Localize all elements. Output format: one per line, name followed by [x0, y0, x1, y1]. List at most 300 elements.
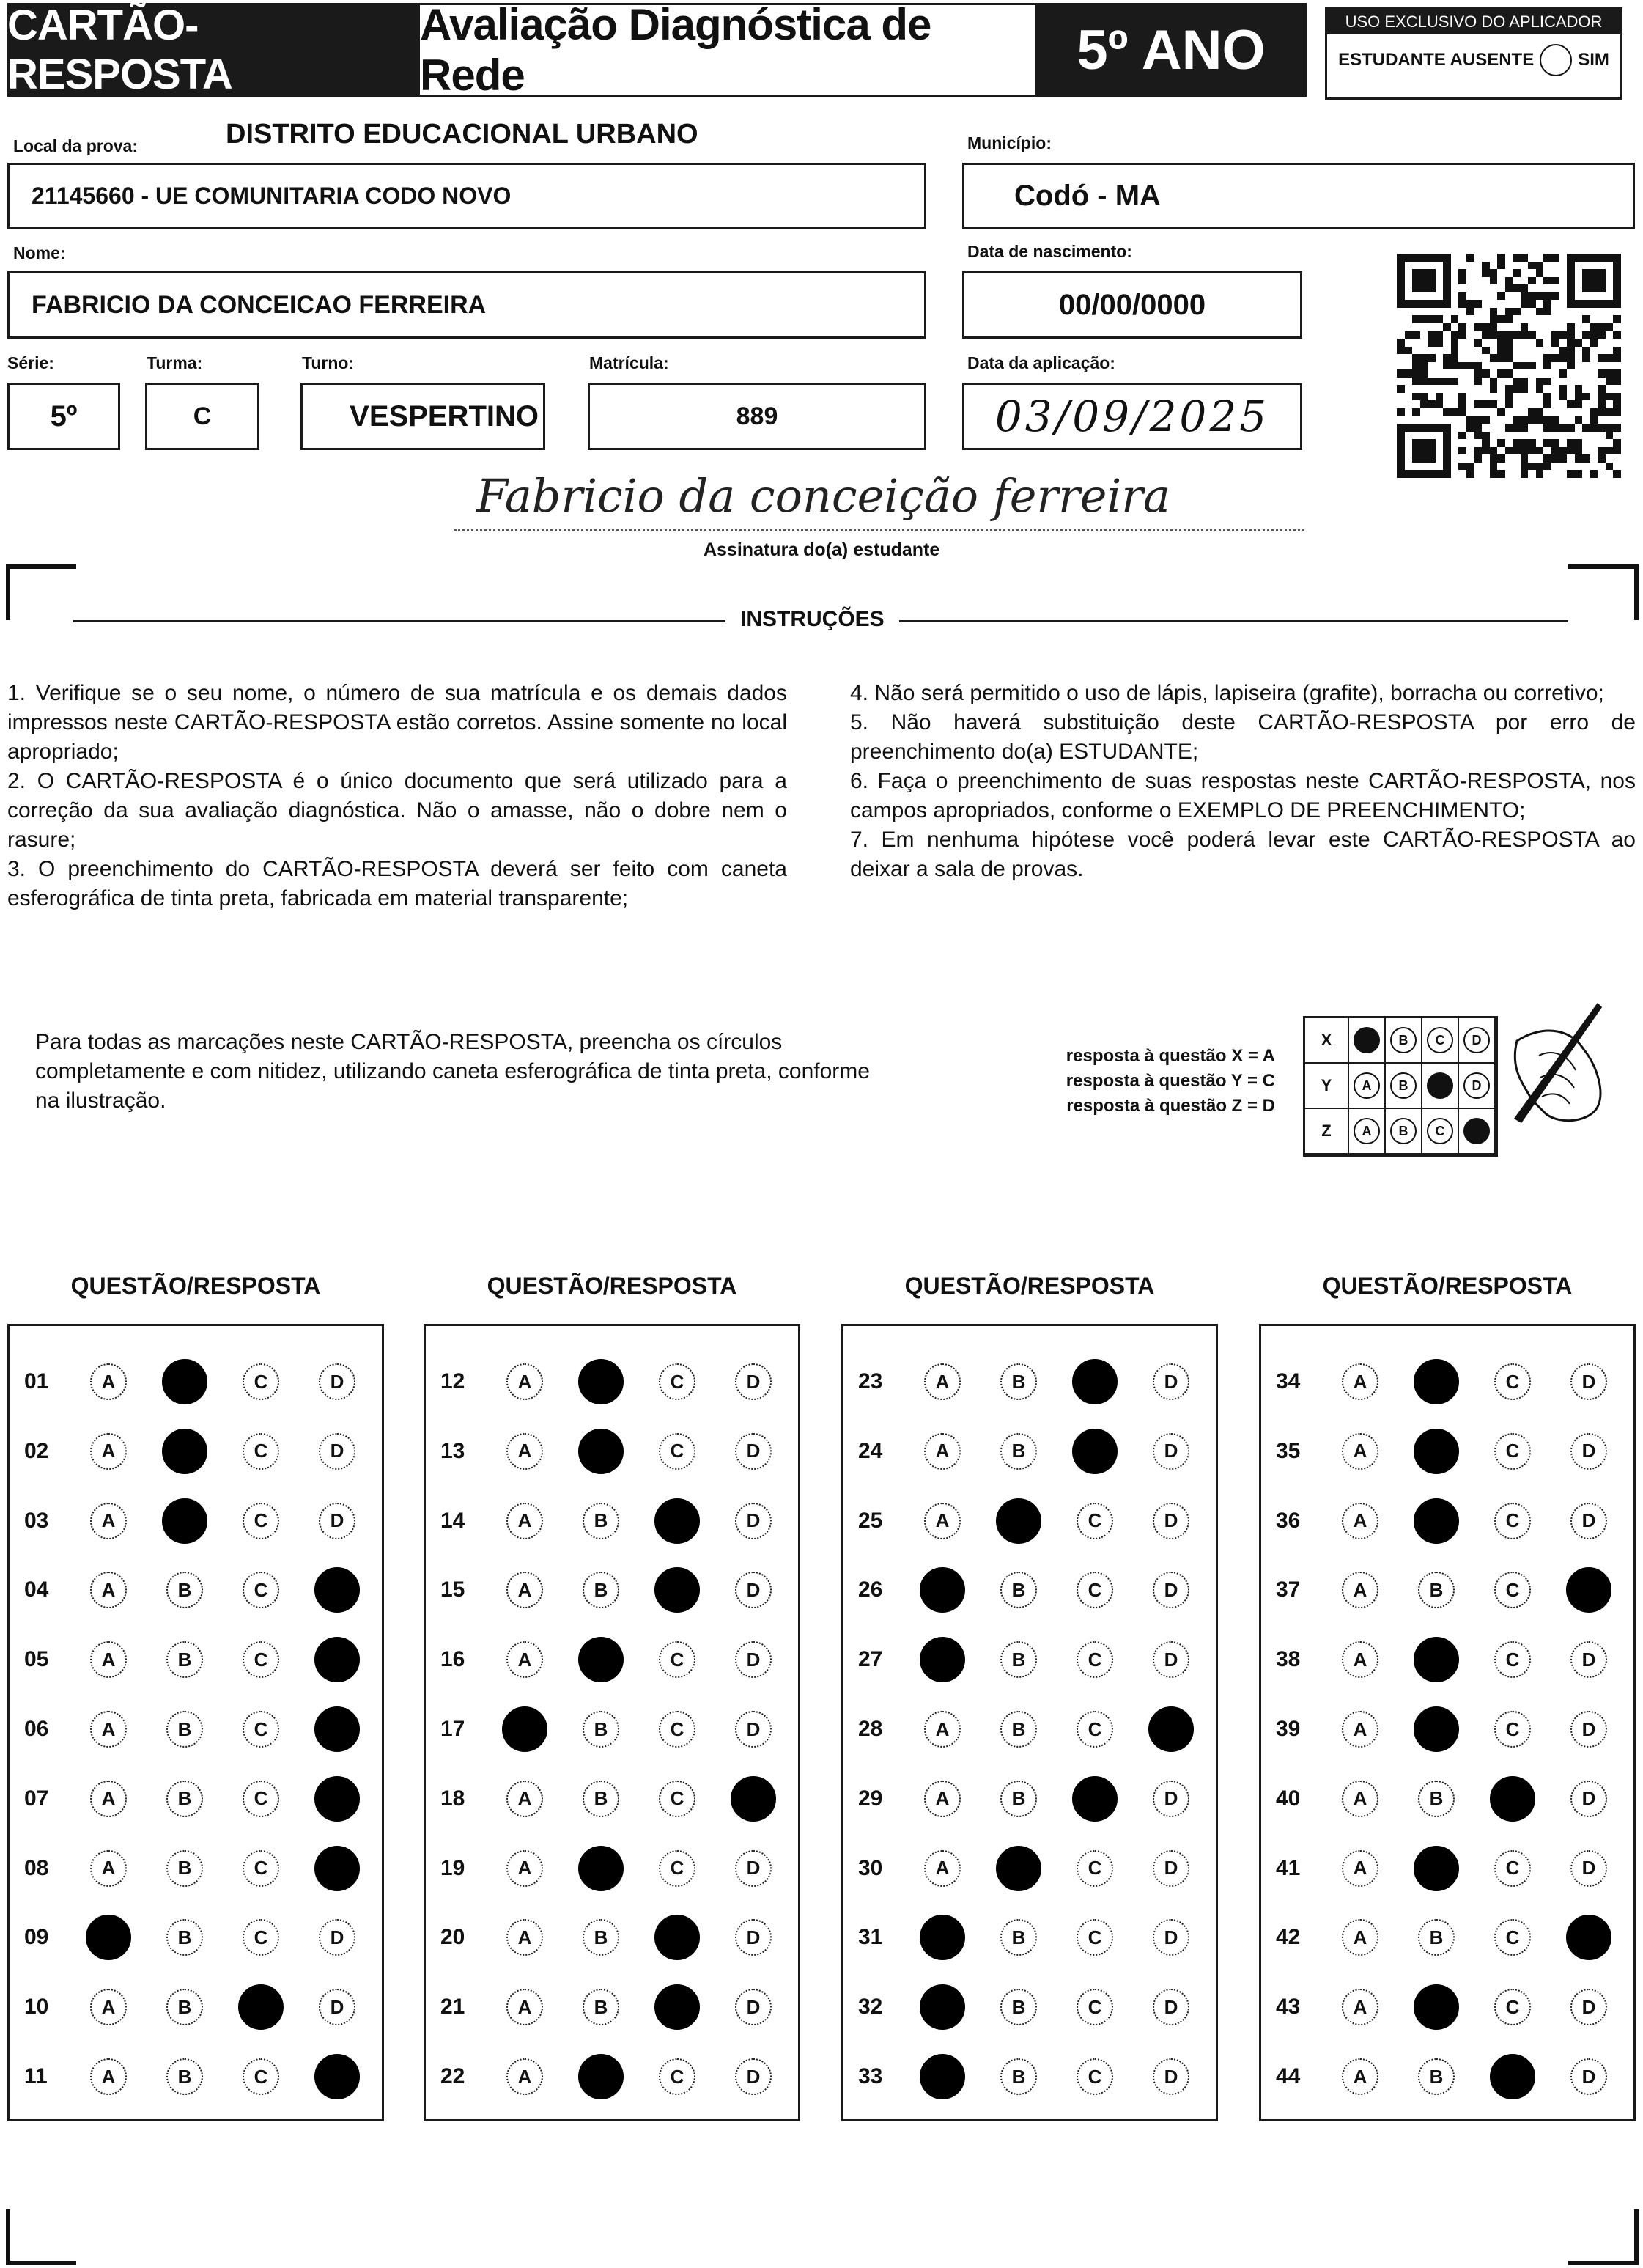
nome-label: Nome:: [13, 243, 66, 262]
answer-row: [843, 1428, 1229, 1475]
answer-bubble-a[interactable]: A: [1342, 1503, 1378, 1539]
answer-bubble-c[interactable]: [654, 1498, 700, 1544]
instruction-item: 3. O preenchimento do CARTÃO-RESPOSTA deverá ser feito com caneta esferográfica de tinta preta, fabricada em material transparente;: [7, 857, 787, 910]
question-number: 19: [440, 1855, 465, 1880]
answer-row: [10, 1566, 395, 1613]
answer-bubble-d[interactable]: D: [319, 1363, 355, 1400]
answer-bubble-b[interactable]: B: [1418, 2058, 1455, 2095]
answer-bubble-c[interactable]: C: [243, 1503, 279, 1539]
turno-label: Turno:: [302, 353, 355, 372]
answer-bubble-a[interactable]: A: [506, 1503, 543, 1539]
answer-bubble-d[interactable]: D: [1153, 1503, 1189, 1539]
answer-bubble-d[interactable]: [314, 1637, 360, 1682]
answer-bubble-d[interactable]: D: [1153, 1781, 1189, 1817]
answer-bubble-a[interactable]: A: [90, 1711, 127, 1748]
example-row-label: Y: [1305, 1064, 1349, 1109]
example-cell: [1386, 1064, 1422, 1109]
answer-row: [1261, 2053, 1643, 2100]
turma-value: C: [193, 402, 212, 430]
answer-bubble-c[interactable]: C: [243, 1433, 279, 1470]
answer-bubble-a[interactable]: A: [924, 1363, 961, 1400]
answer-bubble-c[interactable]: C: [243, 1919, 279, 1956]
example-bubble: C: [1427, 1027, 1453, 1053]
question-number: 26: [858, 1577, 883, 1602]
question-number: 01: [24, 1369, 49, 1393]
answer-column-title: QUESTÃO/RESPOSTA: [904, 1273, 1155, 1299]
qr-code: [1397, 254, 1621, 478]
corner-mark-top-left: [6, 564, 76, 620]
answer-bubble-b[interactable]: B: [1000, 1989, 1037, 2025]
answer-row: [1261, 1428, 1643, 1475]
pen-hand-illustration: [1488, 997, 1627, 1144]
answer-bubble-c[interactable]: [654, 1984, 700, 2030]
answer-row: [10, 1845, 395, 1892]
answer-bubble-c[interactable]: C: [243, 1850, 279, 1887]
answer-bubble-c[interactable]: C: [1494, 1433, 1531, 1470]
answer-bubble-b[interactable]: B: [1000, 1919, 1037, 1956]
answer-bubble-a[interactable]: A: [506, 1641, 543, 1678]
answer-bubble-a[interactable]: A: [1342, 1919, 1378, 1956]
answer-row: [10, 2053, 395, 2100]
answer-bubble-b[interactable]: B: [166, 1989, 203, 2025]
answer-bubble-b[interactable]: B: [166, 2058, 203, 2095]
answer-bubble-d[interactable]: D: [319, 1503, 355, 1539]
answer-bubble-a[interactable]: A: [506, 1433, 543, 1470]
example-bubble: D: [1463, 1072, 1490, 1099]
answer-bubble-d[interactable]: D: [735, 1989, 772, 2025]
answer-row: [843, 1706, 1229, 1753]
answer-bubble-b[interactable]: [1414, 1359, 1459, 1404]
example-bubble: B: [1390, 1118, 1417, 1144]
answer-bubble-d[interactable]: D: [735, 1433, 772, 1470]
answer-bubble-c[interactable]: [238, 1984, 284, 2030]
answer-bubble-b[interactable]: B: [166, 1641, 203, 1678]
answer-bubble-c[interactable]: [1072, 1359, 1118, 1404]
answer-bubble-c[interactable]: C: [659, 1850, 695, 1887]
example-bubble: D: [1463, 1027, 1490, 1053]
matricula-field: [588, 383, 926, 450]
answer-bubble-c[interactable]: C: [1494, 1989, 1531, 2025]
answer-bubble-d[interactable]: D: [1153, 1572, 1189, 1608]
answer-bubble-d[interactable]: D: [1570, 1433, 1607, 1470]
answer-bubble-d[interactable]: [314, 1567, 360, 1613]
answer-bubble-c[interactable]: C: [1494, 1711, 1531, 1748]
question-number: 29: [858, 1786, 883, 1811]
answer-bubble-a[interactable]: A: [90, 1850, 127, 1887]
answer-bubble-c[interactable]: C: [659, 1711, 695, 1748]
answer-bubble-c[interactable]: C: [1494, 1363, 1531, 1400]
question-number: 05: [24, 1647, 49, 1672]
question-number: 12: [440, 1369, 465, 1393]
answer-bubble-d[interactable]: D: [1153, 1989, 1189, 2025]
answer-bubble-d[interactable]: D: [1570, 1711, 1607, 1748]
answer-bubble-b[interactable]: B: [583, 1919, 619, 1956]
answer-bubble-d[interactable]: D: [1570, 1641, 1607, 1678]
nascimento-label: Data de nascimento:: [967, 242, 1132, 261]
grade-badge: 5º ANO: [1035, 3, 1307, 97]
answer-column-2: [424, 1324, 800, 2121]
answer-bubble-c[interactable]: C: [1077, 1572, 1113, 1608]
answer-bubble-a[interactable]: A: [90, 1641, 127, 1678]
question-number: 06: [24, 1717, 49, 1741]
nome-value: FABRICIO DA CONCEICAO FERREIRA: [32, 290, 487, 319]
example-cell: [1349, 1064, 1386, 1109]
question-number: 04: [24, 1577, 49, 1602]
answer-bubble-a[interactable]: [502, 1706, 547, 1752]
answer-bubble-b[interactable]: B: [1000, 1641, 1037, 1678]
answer-bubble-d[interactable]: D: [1153, 1433, 1189, 1470]
question-number: 21: [440, 1995, 465, 2020]
question-number: 41: [1276, 1855, 1301, 1880]
answer-row: [1261, 1914, 1643, 1961]
answer-bubble-c[interactable]: C: [1077, 1641, 1113, 1678]
aplicacao-field[interactable]: [962, 383, 1302, 450]
example-bubble: B: [1390, 1072, 1417, 1099]
answer-bubble-c[interactable]: C: [243, 1572, 279, 1608]
instruction-item: 7. Em nenhuma hipótese você poderá levar este CARTÃO-RESPOSTA ao deixar a sala de provas.: [850, 828, 1636, 881]
answer-row: [1261, 1984, 1643, 2030]
answer-bubble-a[interactable]: A: [506, 1781, 543, 1817]
instructions-title: INSTRUÇÕES: [725, 607, 899, 632]
answer-row: [10, 1775, 395, 1822]
fill-example-legend: [982, 1044, 1275, 1119]
answer-bubble-c[interactable]: [1072, 1429, 1118, 1474]
answer-bubble-a[interactable]: A: [1342, 1711, 1378, 1748]
answer-bubble-a[interactable]: A: [90, 1503, 127, 1539]
answer-bubble-c[interactable]: C: [659, 1433, 695, 1470]
question-number: 34: [1276, 1369, 1301, 1393]
turma-label: Turma:: [147, 353, 203, 372]
answer-bubble-d[interactable]: D: [1570, 2058, 1607, 2095]
question-number: 33: [858, 2064, 883, 2088]
answer-bubble-b[interactable]: B: [1000, 1433, 1037, 1470]
answer-bubble-d[interactable]: D: [1570, 1781, 1607, 1817]
answer-bubble-a[interactable]: A: [924, 1850, 961, 1887]
answer-bubble-d[interactable]: D: [1570, 1850, 1607, 1887]
answer-bubble-d[interactable]: D: [735, 1850, 772, 1887]
instructions-left: [7, 679, 787, 913]
answer-bubble-c[interactable]: C: [659, 1363, 695, 1400]
applicator-label: USO EXCLUSIVO DO APLICADOR: [1327, 10, 1620, 34]
answer-bubble-c[interactable]: C: [243, 1363, 279, 1400]
answer-bubble-c[interactable]: C: [1494, 1503, 1531, 1539]
answer-row: [10, 1984, 395, 2030]
answer-bubble-b[interactable]: B: [166, 1919, 203, 1956]
answer-row: [426, 1706, 811, 1753]
answer-bubble-b[interactable]: [162, 1429, 207, 1474]
answer-bubble-d[interactable]: [314, 1706, 360, 1752]
answer-bubble-a[interactable]: [920, 1637, 965, 1682]
question-number: 11: [24, 2064, 48, 2088]
answer-bubble-b[interactable]: [1414, 1984, 1459, 2030]
question-number: 39: [1276, 1717, 1301, 1741]
answer-bubble-a[interactable]: A: [90, 1572, 127, 1608]
answer-bubble-a[interactable]: [920, 1567, 965, 1613]
example-cell: [1386, 1018, 1422, 1064]
answer-bubble-d[interactable]: [314, 1846, 360, 1891]
answer-bubble-b[interactable]: B: [1000, 1363, 1037, 1400]
answer-row: [843, 2053, 1229, 2100]
answer-bubble-a[interactable]: A: [90, 1989, 127, 2025]
answer-bubble-b[interactable]: B: [583, 1572, 619, 1608]
answer-bubble-d[interactable]: D: [1570, 1503, 1607, 1539]
answer-bubble-d[interactable]: D: [319, 1919, 355, 1956]
question-number: 18: [440, 1786, 465, 1811]
answer-row: [843, 1984, 1229, 2030]
answer-bubble-a[interactable]: A: [90, 2058, 127, 2095]
question-number: 03: [24, 1508, 49, 1533]
answer-bubble-d[interactable]: D: [1153, 1363, 1189, 1400]
answer-bubble-a[interactable]: A: [506, 1919, 543, 1956]
answer-bubble-a[interactable]: A: [924, 1781, 961, 1817]
example-bubble: A: [1354, 1118, 1380, 1144]
answer-bubble-d[interactable]: [314, 2054, 360, 2099]
answer-bubble-b[interactable]: B: [1000, 1711, 1037, 1748]
applicator-box: [1325, 7, 1622, 100]
answer-bubble-a[interactable]: A: [924, 1433, 961, 1470]
answer-bubble-a[interactable]: [920, 1915, 965, 1960]
example-cell: [1349, 1018, 1386, 1064]
answer-bubble-d[interactable]: D: [735, 1572, 772, 1608]
example-bubble: [1354, 1027, 1380, 1053]
answer-bubble-a[interactable]: A: [90, 1433, 127, 1470]
answer-bubble-d[interactable]: [314, 1776, 360, 1822]
answer-column-title: QUESTÃO/RESPOSTA: [1322, 1273, 1573, 1299]
answer-bubble-a[interactable]: A: [90, 1781, 127, 1817]
answer-bubble-a[interactable]: A: [924, 1711, 961, 1748]
instruction-item: 5. Não haverá substituição deste CARTÃO-RESPOSTA por erro de preenchimento do(a) ESTUDANTE;: [850, 710, 1636, 764]
legend-line: resposta à questão Z = D: [1066, 1096, 1275, 1116]
answer-row: [1261, 1358, 1643, 1405]
answer-bubble-a[interactable]: A: [1342, 1363, 1378, 1400]
answer-bubble-c[interactable]: C: [1077, 1503, 1113, 1539]
question-number: 13: [440, 1438, 465, 1463]
question-number: 08: [24, 1855, 49, 1880]
answer-row: [843, 1498, 1229, 1544]
answer-row: [843, 1636, 1229, 1683]
question-number: 10: [24, 1995, 49, 2020]
instruction-item: 2. O CARTÃO-RESPOSTA é o único documento que será utilizado para a correção da sua avaliação diagnóstica. Não o amasse, não o dobre nem o rasure;: [7, 769, 787, 852]
answer-bubble-c[interactable]: C: [659, 1641, 695, 1678]
answer-row: [843, 1775, 1229, 1822]
question-number: 38: [1276, 1647, 1301, 1672]
answer-bubble-d[interactable]: [1566, 1915, 1611, 1960]
answer-bubble-c[interactable]: C: [1494, 1919, 1531, 1956]
answer-bubble-b[interactable]: B: [1418, 1919, 1455, 1956]
question-number: 14: [440, 1508, 465, 1533]
answer-bubble-b[interactable]: B: [1000, 2058, 1037, 2095]
answer-bubble-b[interactable]: [578, 1429, 624, 1474]
answer-bubble-d[interactable]: D: [735, 1503, 772, 1539]
answer-bubble-b[interactable]: [578, 1359, 624, 1404]
answer-row: [1261, 1775, 1643, 1822]
answer-bubble-b[interactable]: [1414, 1498, 1459, 1544]
answer-bubble-a[interactable]: [86, 1915, 131, 1960]
example-row-label: Z: [1305, 1109, 1349, 1155]
answer-bubble-c[interactable]: [1072, 1776, 1118, 1822]
signature-line: [454, 529, 1304, 531]
answer-bubble-c[interactable]: C: [1077, 1919, 1113, 1956]
answer-bubble-d[interactable]: D: [1153, 1641, 1189, 1678]
answer-bubble-c[interactable]: C: [1494, 1572, 1531, 1608]
answer-bubble-a[interactable]: A: [1342, 1850, 1378, 1887]
aplicacao-value: 03/09/2025: [994, 391, 1270, 441]
answer-bubble-c[interactable]: [1490, 2054, 1535, 2099]
absent-bubble[interactable]: [1540, 44, 1572, 76]
answer-column-1: [7, 1324, 384, 2121]
answer-bubble-b[interactable]: [162, 1498, 207, 1544]
question-number: 32: [858, 1995, 883, 2020]
answer-bubble-c[interactable]: C: [243, 1641, 279, 1678]
answer-bubble-c[interactable]: [654, 1567, 700, 1613]
answer-bubble-a[interactable]: A: [1342, 1781, 1378, 1817]
example-bubble: A: [1354, 1072, 1380, 1099]
answer-row: [426, 1775, 811, 1822]
answer-bubble-c[interactable]: C: [1077, 2058, 1113, 2095]
answer-bubble-b[interactable]: [1414, 1846, 1459, 1891]
question-number: 07: [24, 1786, 49, 1811]
answer-bubble-c[interactable]: C: [1494, 1850, 1531, 1887]
answer-row: [10, 1636, 395, 1683]
answer-bubble-d[interactable]: D: [1570, 1363, 1607, 1400]
answer-bubble-c[interactable]: [1490, 1776, 1535, 1822]
municipio-field: [962, 163, 1635, 229]
answer-bubble-d[interactable]: D: [735, 1711, 772, 1748]
answer-row: [10, 1358, 395, 1405]
answer-row: [10, 1914, 395, 1961]
answer-bubble-d[interactable]: D: [735, 1641, 772, 1678]
answer-bubble-a[interactable]: A: [506, 1363, 543, 1400]
answer-bubble-c[interactable]: C: [243, 1781, 279, 1817]
question-number: 27: [858, 1647, 883, 1672]
instruction-item: 1. Verifique se o seu nome, o número de sua matrícula e os demais dados impressos neste CARTÃO-RESPOSTA estão corretos. Assine somente no local apropriado;: [7, 681, 787, 764]
answer-column-3: [841, 1324, 1218, 2121]
question-number: 09: [24, 1925, 49, 1950]
answer-bubble-b[interactable]: [162, 1359, 207, 1404]
answer-row: [843, 1566, 1229, 1613]
legend-line: resposta à questão Y = C: [1066, 1071, 1275, 1091]
answer-bubble-c[interactable]: C: [1077, 1850, 1113, 1887]
answer-bubble-b[interactable]: [1414, 1637, 1459, 1682]
answer-bubble-c[interactable]: C: [659, 1781, 695, 1817]
answer-bubble-c[interactable]: [654, 1915, 700, 1960]
answer-bubble-c[interactable]: C: [243, 1711, 279, 1748]
answer-bubble-c[interactable]: C: [243, 2058, 279, 2095]
answer-bubble-a[interactable]: A: [924, 1503, 961, 1539]
answer-bubble-d[interactable]: D: [319, 1433, 355, 1470]
question-number: 23: [858, 1369, 883, 1393]
answer-bubble-b[interactable]: B: [583, 1711, 619, 1748]
question-number: 31: [858, 1925, 883, 1950]
answer-bubble-a[interactable]: A: [1342, 1641, 1378, 1678]
answer-bubble-b[interactable]: B: [166, 1711, 203, 1748]
answer-bubble-b[interactable]: B: [1418, 1781, 1455, 1817]
answer-row: [426, 1984, 811, 2030]
answer-row: [426, 1566, 811, 1613]
answer-bubble-b[interactable]: [996, 1498, 1041, 1544]
answer-bubble-c[interactable]: C: [1077, 1989, 1113, 2025]
answer-bubble-d[interactable]: D: [1153, 2058, 1189, 2095]
fill-example-grid: [1303, 1016, 1498, 1157]
answer-row: [426, 2053, 811, 2100]
answer-bubble-b[interactable]: B: [583, 1989, 619, 2025]
answer-bubble-b[interactable]: B: [583, 1781, 619, 1817]
question-number: 25: [858, 1508, 883, 1533]
answer-bubble-a[interactable]: A: [506, 1850, 543, 1887]
answer-bubble-b[interactable]: B: [583, 1503, 619, 1539]
example-cell: [1349, 1109, 1386, 1155]
answer-bubble-a[interactable]: A: [1342, 1989, 1378, 2025]
question-number: 30: [858, 1855, 883, 1880]
answer-bubble-b[interactable]: [1414, 1706, 1459, 1752]
answer-bubble-c[interactable]: C: [1077, 1711, 1113, 1748]
answer-bubble-d[interactable]: [1566, 1567, 1611, 1613]
answer-bubble-d[interactable]: D: [1570, 1989, 1607, 2025]
local-label: Local da prova:: [13, 136, 138, 155]
answer-bubble-b[interactable]: B: [166, 1572, 203, 1608]
answer-column-title: QUESTÃO/RESPOSTA: [70, 1273, 321, 1299]
answer-bubble-b[interactable]: B: [1000, 1781, 1037, 1817]
answer-bubble-d[interactable]: D: [1153, 1850, 1189, 1887]
district-name: DISTRITO EDUCACIONAL URBANO: [226, 119, 698, 150]
question-number: 15: [440, 1577, 465, 1602]
answer-bubble-d[interactable]: D: [735, 2058, 772, 2095]
municipio-label: Município:: [967, 133, 1052, 152]
answer-column-4: [1259, 1324, 1636, 2121]
answer-row: [1261, 1845, 1643, 1892]
answer-bubble-c[interactable]: C: [1494, 1641, 1531, 1678]
local-field: [7, 163, 926, 229]
question-number: 16: [440, 1647, 465, 1672]
question-number: 42: [1276, 1925, 1301, 1950]
student-signature[interactable]: Fabricio da conceição ferreira: [476, 469, 1170, 523]
question-number: 35: [1276, 1438, 1301, 1463]
answer-row: [843, 1914, 1229, 1961]
answer-bubble-a[interactable]: A: [1342, 1433, 1378, 1470]
answer-bubble-b[interactable]: [578, 1637, 624, 1682]
answer-bubble-a[interactable]: [920, 2054, 965, 2099]
answer-bubble-b[interactable]: B: [166, 1781, 203, 1817]
answer-row: [843, 1845, 1229, 1892]
answer-bubble-b[interactable]: [578, 1846, 624, 1891]
answer-bubble-a[interactable]: A: [1342, 1572, 1378, 1608]
answer-bubble-c[interactable]: C: [659, 2058, 695, 2095]
answer-bubble-b[interactable]: B: [1418, 1572, 1455, 1608]
answer-bubble-b[interactable]: B: [1000, 1572, 1037, 1608]
answer-bubble-d[interactable]: D: [319, 1989, 355, 2025]
answer-bubble-b[interactable]: B: [166, 1850, 203, 1887]
answer-bubble-d[interactable]: [731, 1776, 776, 1822]
answer-bubble-d[interactable]: D: [735, 1363, 772, 1400]
answer-bubble-a[interactable]: [920, 1984, 965, 2030]
answer-bubble-a[interactable]: A: [506, 2058, 543, 2095]
instruction-item: 4. Não será permitido o uso de lápis, lapiseira (grafite), borracha ou corretivo;: [850, 681, 1604, 705]
answer-bubble-d[interactable]: D: [735, 1919, 772, 1956]
question-number: 37: [1276, 1577, 1301, 1602]
answer-bubble-a[interactable]: A: [506, 1989, 543, 2025]
answer-bubble-b[interactable]: [1414, 1429, 1459, 1474]
answer-bubble-d[interactable]: D: [1153, 1919, 1189, 1956]
answer-bubble-b[interactable]: [578, 2054, 624, 2099]
answer-bubble-a[interactable]: A: [90, 1363, 127, 1400]
answer-bubble-a[interactable]: A: [506, 1572, 543, 1608]
answer-bubble-b[interactable]: [996, 1846, 1041, 1891]
answer-bubble-d[interactable]: [1148, 1706, 1194, 1752]
answer-row: [426, 1358, 811, 1405]
answer-bubble-a[interactable]: A: [1342, 2058, 1378, 2095]
answer-row: [1261, 1636, 1643, 1683]
answer-row: [426, 1428, 811, 1475]
